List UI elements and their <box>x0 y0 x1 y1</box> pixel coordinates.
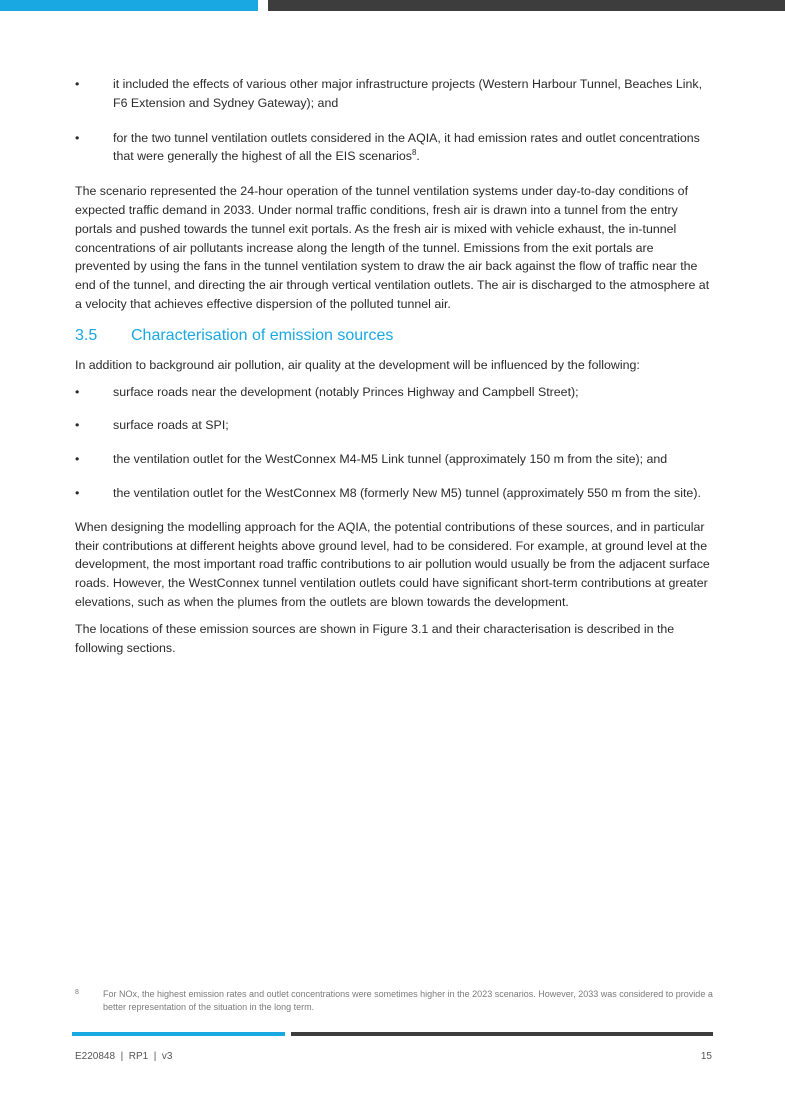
bullet-list-top <box>75 75 710 166</box>
list-item-text: surface roads near the development (notably Princes Highway and Campbell Street); <box>113 384 579 399</box>
section-number: 3.5 <box>75 326 98 344</box>
list-item-text: the ventilation outlet for the WestConnex M8 (formerly New M5) tunnel (approximately 550 m from the site). <box>113 485 701 500</box>
list-item <box>75 484 710 503</box>
footer-accent-bar <box>72 1032 285 1036</box>
section-title: Characterisation of emission sources <box>131 326 394 344</box>
bullet-symbol: • <box>75 384 80 399</box>
document-reference: E220848 | RP1 | v3 <box>75 1051 173 1062</box>
footer-dark-bar <box>291 1032 713 1036</box>
paragraph-modelling: When designing the modelling approach for the AQIA, the potential contributions of these sources, and in particular their contributions at different heights above ground level, had to be considered. For example, at ground level at the development, the most important road traffic contributions to air pollution would usually be from the adjacent surface roads. However, the WestConnex tunnel ventilation outlets could have significant short-term contributions at greater elevations, such as when the plumes from the outlets are blown towards the development. <box>75 519 710 609</box>
paragraph-scenario: The scenario represented the 24-hour operation of the tunnel ventilation systems under day-to-day conditions of expected traffic demand in 2033. Under normal traffic conditions, fresh air is drawn into a tunnel from the entry portals and pushed towards the tunnel exit portals. As the fresh air is mixed with vehicle exhaust, the in-tunnel concentrations of air pollutants increase along the length of the tunnel. Emissions from the exit portals are prevented by using the fans in the tunnel ventilation system to draw the air back against the flow of traffic near the end of the tunnel, and directing the air through vertical ventilation outlets. The air is discharged to the atmosphere at a velocity that achieves effective dispersion of the polluted tunnel air. <box>75 184 710 311</box>
list-item-text: for the two tunnel ventilation outlets considered in the AQIA, it had emission rates and outlet concentrations that were generally the highest of all the EIS scenarios <box>113 130 700 164</box>
bullet-symbol: • <box>75 485 80 500</box>
footnote <box>75 988 715 1014</box>
footnote-mark: 8 <box>75 989 79 996</box>
list-item <box>75 75 710 113</box>
page-number: 15 <box>700 1051 712 1062</box>
list-item-text-tail: . <box>416 149 420 164</box>
list-item-text: the ventilation outlet for the WestConnex M4-M5 Link tunnel (approximately 150 m from the site); and <box>113 452 668 467</box>
list-item <box>75 416 710 435</box>
footnote-reference: 8 <box>411 148 417 158</box>
list-item-text: surface roads at SPI; <box>113 418 229 433</box>
bullet-symbol: • <box>75 452 80 467</box>
page-body <box>75 75 710 665</box>
section-heading <box>75 326 710 346</box>
paragraph-locations: The locations of these emission sources are shown in Figure 3.1 and their characterisation is described in the following sections. <box>75 621 675 655</box>
bullet-symbol: • <box>75 130 80 145</box>
list-item <box>75 129 710 167</box>
list-item <box>75 383 710 402</box>
bullet-list-sources <box>75 383 710 503</box>
header-accent-bar <box>0 0 258 11</box>
paragraph-intro: In addition to background air pollution, air quality at the development will be influenced by the following: <box>75 357 640 372</box>
list-item <box>75 450 710 469</box>
bullet-symbol: • <box>75 418 80 433</box>
header-dark-bar <box>268 0 785 11</box>
footnote-text: For NOx, the highest emission rates and outlet concentrations were sometimes higher in the 2023 scenarios. However, 2033 was considered to provide a better representation of the situation in the long term. <box>103 989 713 1012</box>
list-item-text: it included the effects of various other major infrastructure projects (Western Harbour Tunnel, Beaches Link, F6 Extension and Sydney Gateway); and <box>113 77 703 110</box>
bullet-symbol: • <box>75 77 80 91</box>
